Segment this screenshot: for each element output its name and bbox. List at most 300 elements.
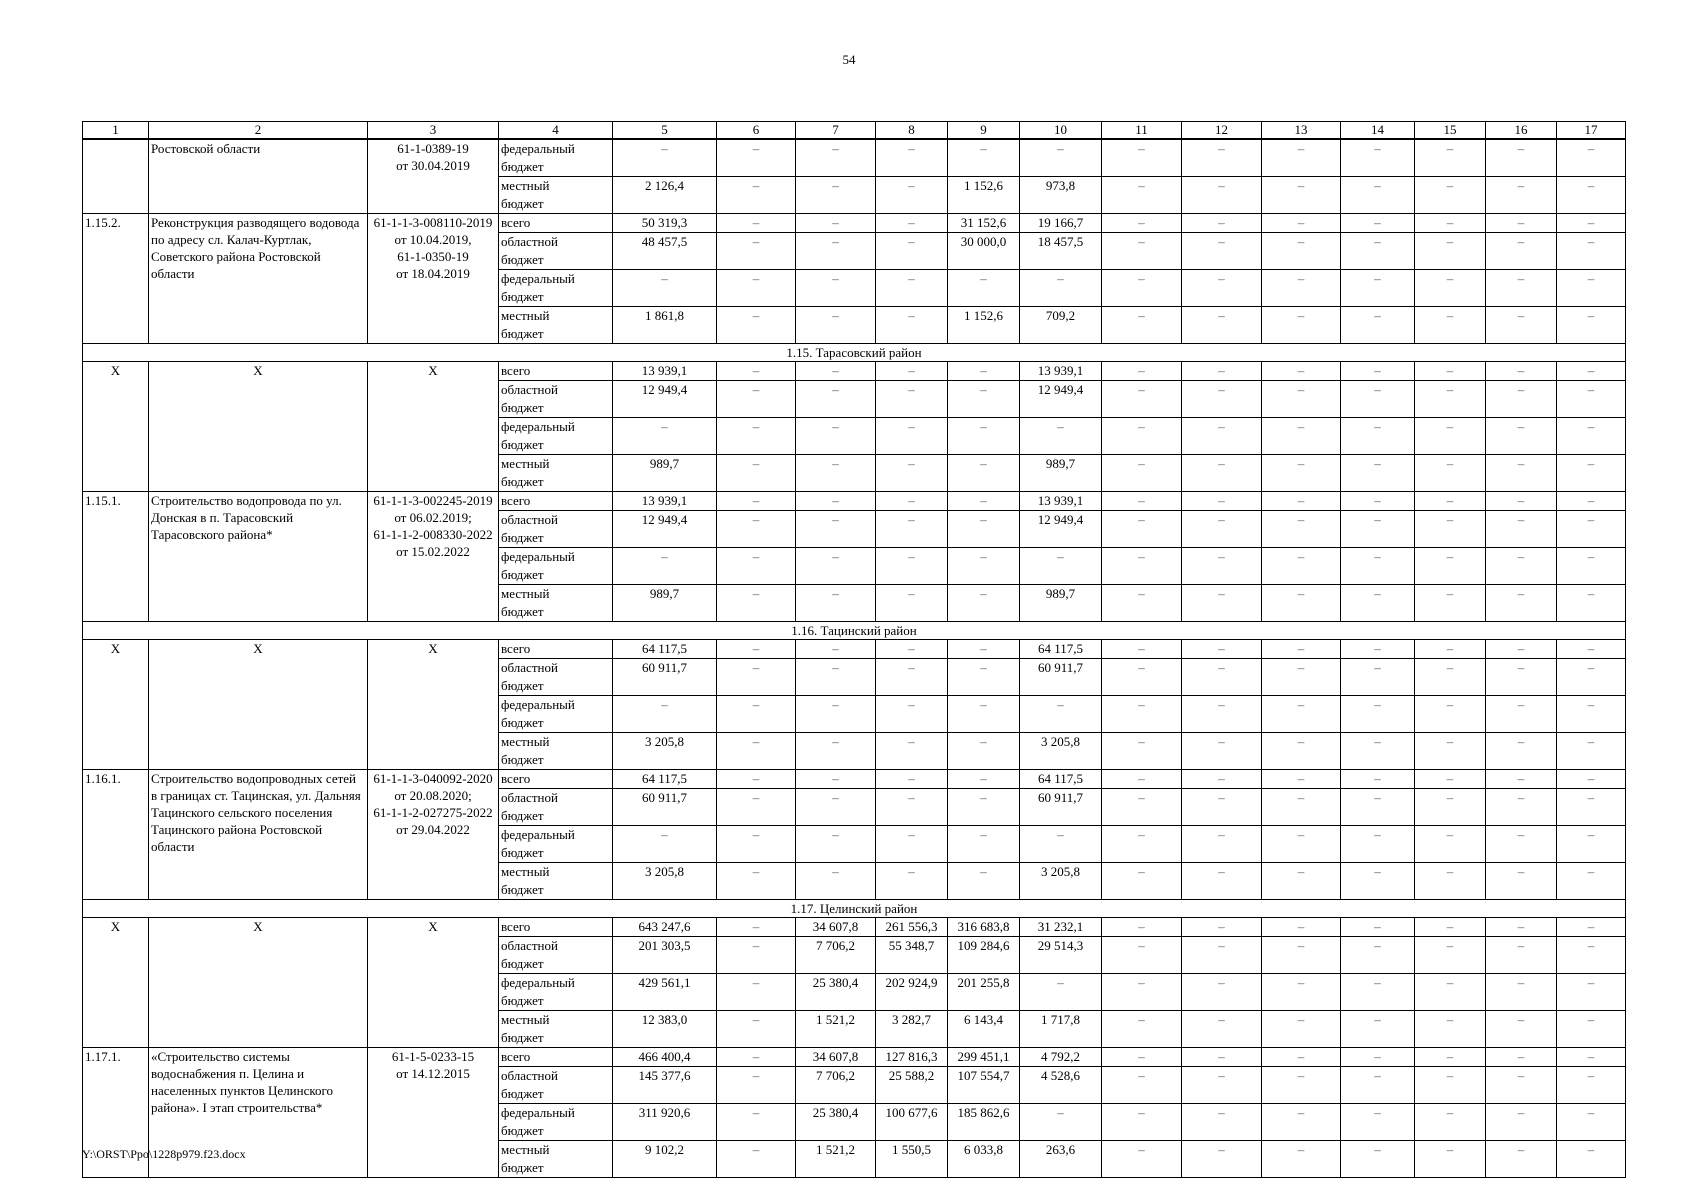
value-cell: 3 205,8 (613, 863, 717, 900)
value-cell: – (876, 362, 948, 381)
value-cell: – (1262, 214, 1341, 233)
value-cell: – (876, 548, 948, 585)
value-cell: – (1262, 1141, 1341, 1178)
value-cell: – (1486, 789, 1557, 826)
column-number: 14 (1341, 122, 1415, 140)
value-cell: – (1262, 640, 1341, 659)
value-cell: – (876, 233, 948, 270)
item-name: Реконструкция разводящего водовода по адресу сл. Калач-Куртлак, Советского района Ростовской области (149, 214, 368, 344)
value-cell: – (796, 139, 876, 177)
value-cell: – (1486, 863, 1557, 900)
value-cell: – (1020, 139, 1102, 177)
value-cell: – (1182, 640, 1262, 659)
value-cell: – (1102, 918, 1182, 937)
value-cell: – (613, 696, 717, 733)
column-number-row (83, 122, 1626, 140)
value-cell: – (1557, 1104, 1626, 1141)
value-cell: – (1020, 1104, 1102, 1141)
value-cell: 12 949,4 (1020, 511, 1102, 548)
column-number: 8 (876, 122, 948, 140)
project-document: 61-1-1-3-008110-2019 от 10.04.2019, 61-1-0350-19 от 18.04.2019 (368, 214, 499, 344)
value-cell: 201 255,8 (948, 974, 1020, 1011)
value-cell: – (796, 659, 876, 696)
value-cell: – (1557, 511, 1626, 548)
funding-source: федеральный бюджет (499, 696, 613, 733)
item-name: «Строительство системы водоснабжения п. Целина и населенных пунктов Целинского района». I этап строительства* (149, 1048, 368, 1178)
value-cell: – (1415, 770, 1486, 789)
value-cell: – (796, 177, 876, 214)
value-cell: – (1262, 381, 1341, 418)
value-cell: – (876, 418, 948, 455)
value-cell: 201 303,5 (613, 937, 717, 974)
value-cell: – (876, 307, 948, 344)
item-number: X (83, 362, 149, 492)
value-cell: – (1415, 863, 1486, 900)
value-cell: – (948, 492, 1020, 511)
value-cell: 18 457,5 (1020, 233, 1102, 270)
value-cell: – (717, 492, 796, 511)
value-cell: – (717, 733, 796, 770)
value-cell: 3 282,7 (876, 1011, 948, 1048)
value-cell: – (717, 974, 796, 1011)
value-cell: – (1415, 214, 1486, 233)
value-cell: – (1182, 974, 1262, 1011)
value-cell: – (876, 733, 948, 770)
funding-source: федеральный бюджет (499, 139, 613, 177)
value-cell: – (948, 789, 1020, 826)
table-row (83, 770, 1626, 789)
value-cell: 60 911,7 (613, 789, 717, 826)
value-cell: – (1415, 789, 1486, 826)
value-cell: – (1262, 863, 1341, 900)
value-cell: – (1486, 937, 1557, 974)
value-cell: – (1486, 270, 1557, 307)
funding-source: всего (499, 918, 613, 937)
value-cell: – (1262, 733, 1341, 770)
funding-source: местный бюджет (499, 1141, 613, 1178)
value-cell: 12 383,0 (613, 1011, 717, 1048)
value-cell: – (796, 492, 876, 511)
value-cell: 7 706,2 (796, 937, 876, 974)
funding-source: областной бюджет (499, 659, 613, 696)
value-cell: – (1182, 177, 1262, 214)
value-cell: 13 939,1 (613, 362, 717, 381)
value-cell: – (876, 863, 948, 900)
value-cell: 31 152,6 (948, 214, 1020, 233)
value-cell: – (1486, 696, 1557, 733)
value-cell: – (1262, 139, 1341, 177)
value-cell: – (1341, 1141, 1415, 1178)
value-cell: – (796, 307, 876, 344)
table-row (83, 362, 1626, 381)
value-cell: – (1415, 270, 1486, 307)
value-cell: – (717, 307, 796, 344)
value-cell: – (796, 362, 876, 381)
value-cell: – (1557, 548, 1626, 585)
table-row (83, 214, 1626, 233)
item-number: 1.16.1. (83, 770, 149, 900)
value-cell: – (1557, 233, 1626, 270)
value-cell: – (1557, 362, 1626, 381)
value-cell: – (717, 270, 796, 307)
value-cell: 1 152,6 (948, 307, 1020, 344)
column-number: 13 (1262, 122, 1341, 140)
value-cell: – (1262, 307, 1341, 344)
value-cell: – (796, 863, 876, 900)
value-cell: – (796, 214, 876, 233)
value-cell: – (717, 1141, 796, 1178)
value-cell: – (717, 139, 796, 177)
value-cell: – (1182, 585, 1262, 622)
value-cell: 29 514,3 (1020, 937, 1102, 974)
value-cell: – (1102, 455, 1182, 492)
value-cell: 12 949,4 (1020, 381, 1102, 418)
value-cell: – (1102, 492, 1182, 511)
section-title: 1.17. Целинский район (83, 900, 1626, 918)
column-number: 10 (1020, 122, 1102, 140)
value-cell: – (1557, 826, 1626, 863)
value-cell: 989,7 (613, 585, 717, 622)
value-cell: – (1415, 696, 1486, 733)
value-cell: – (1102, 863, 1182, 900)
value-cell: – (876, 455, 948, 492)
value-cell: – (1341, 1104, 1415, 1141)
value-cell: – (876, 696, 948, 733)
value-cell: – (1102, 511, 1182, 548)
value-cell: – (876, 139, 948, 177)
value-cell: – (876, 381, 948, 418)
column-number: 17 (1557, 122, 1626, 140)
value-cell: – (1182, 139, 1262, 177)
project-document: 61-1-1-3-040092-2020 от 20.08.2020; 61-1-1-2-027275-2022 от 29.04.2022 (368, 770, 499, 900)
value-cell: – (1262, 1011, 1341, 1048)
value-cell: – (1341, 659, 1415, 696)
value-cell: 2 126,4 (613, 177, 717, 214)
value-cell: – (1102, 733, 1182, 770)
value-cell: – (1102, 548, 1182, 585)
value-cell: – (1182, 418, 1262, 455)
value-cell: 34 607,8 (796, 1048, 876, 1067)
value-cell: – (1557, 640, 1626, 659)
value-cell: – (1415, 826, 1486, 863)
value-cell: – (1182, 733, 1262, 770)
value-cell: – (1262, 177, 1341, 214)
value-cell: – (1557, 418, 1626, 455)
value-cell: – (1415, 177, 1486, 214)
value-cell: – (1341, 826, 1415, 863)
value-cell: 13 939,1 (1020, 492, 1102, 511)
value-cell: – (876, 214, 948, 233)
value-cell: – (1182, 1048, 1262, 1067)
value-cell: – (1415, 1141, 1486, 1178)
value-cell: – (796, 585, 876, 622)
value-cell: – (1486, 733, 1557, 770)
funding-source: местный бюджет (499, 307, 613, 344)
value-cell: – (1557, 1048, 1626, 1067)
value-cell: 989,7 (1020, 455, 1102, 492)
funding-source: местный бюджет (499, 177, 613, 214)
value-cell: – (1486, 492, 1557, 511)
project-document: X (368, 362, 499, 492)
value-cell: – (1102, 1011, 1182, 1048)
value-cell: – (1557, 1141, 1626, 1178)
value-cell: – (1557, 659, 1626, 696)
funding-source: федеральный бюджет (499, 270, 613, 307)
value-cell: 4 528,6 (1020, 1067, 1102, 1104)
item-number: X (83, 640, 149, 770)
value-cell: – (1102, 418, 1182, 455)
value-cell: – (1415, 233, 1486, 270)
item-name: X (149, 918, 368, 1048)
value-cell: – (948, 362, 1020, 381)
item-name: Строительство водопроводных сетей в границах ст. Тацинская, ул. Дальняя Тацинского сельского поселения Тацинского района Ростовской области (149, 770, 368, 900)
value-cell: – (717, 511, 796, 548)
value-cell: 973,8 (1020, 177, 1102, 214)
value-cell: – (876, 270, 948, 307)
value-cell: – (1341, 362, 1415, 381)
value-cell: – (796, 233, 876, 270)
value-cell: – (1341, 585, 1415, 622)
value-cell: – (1341, 548, 1415, 585)
value-cell: 3 205,8 (613, 733, 717, 770)
value-cell: 299 451,1 (948, 1048, 1020, 1067)
value-cell: – (796, 789, 876, 826)
value-cell: 1 521,2 (796, 1011, 876, 1048)
value-cell: – (1486, 770, 1557, 789)
value-cell: – (876, 659, 948, 696)
value-cell: – (876, 177, 948, 214)
value-cell: – (1415, 455, 1486, 492)
value-cell: 7 706,2 (796, 1067, 876, 1104)
value-cell: – (717, 1104, 796, 1141)
value-cell: – (1486, 139, 1557, 177)
value-cell: 13 939,1 (613, 492, 717, 511)
value-cell: – (1182, 214, 1262, 233)
value-cell: – (1102, 233, 1182, 270)
budget-table (82, 121, 1626, 1178)
value-cell: – (717, 863, 796, 900)
value-cell: – (1262, 937, 1341, 974)
value-cell: – (1557, 307, 1626, 344)
project-document: X (368, 640, 499, 770)
item-name: Строительство водопровода по ул. Донская в п. Тарасовский Тарасовского района* (149, 492, 368, 622)
value-cell: – (948, 418, 1020, 455)
value-cell: – (1262, 511, 1341, 548)
value-cell: – (1557, 789, 1626, 826)
value-cell: – (1262, 418, 1341, 455)
value-cell: – (1182, 362, 1262, 381)
value-cell: – (1341, 214, 1415, 233)
value-cell: – (1557, 733, 1626, 770)
value-cell: – (1262, 974, 1341, 1011)
value-cell: – (796, 770, 876, 789)
value-cell: 989,7 (1020, 585, 1102, 622)
value-cell: – (1182, 937, 1262, 974)
value-cell: 202 924,9 (876, 974, 948, 1011)
value-cell: – (796, 418, 876, 455)
value-cell: – (1486, 177, 1557, 214)
value-cell: – (1486, 918, 1557, 937)
value-cell: – (717, 937, 796, 974)
value-cell: – (1262, 492, 1341, 511)
value-cell: – (1262, 1067, 1341, 1104)
value-cell: – (1182, 789, 1262, 826)
value-cell: – (1262, 826, 1341, 863)
value-cell: – (717, 1067, 796, 1104)
item-number: X (83, 918, 149, 1048)
value-cell: – (1182, 1104, 1262, 1141)
column-number: 7 (796, 122, 876, 140)
value-cell: – (717, 1048, 796, 1067)
value-cell: – (1182, 1067, 1262, 1104)
value-cell: – (1486, 1104, 1557, 1141)
value-cell: – (1341, 974, 1415, 1011)
value-cell: – (948, 770, 1020, 789)
value-cell: – (613, 418, 717, 455)
value-cell: – (796, 548, 876, 585)
value-cell: – (1557, 177, 1626, 214)
value-cell: 109 284,6 (948, 937, 1020, 974)
item-name: X (149, 362, 368, 492)
value-cell: – (613, 139, 717, 177)
value-cell: 261 556,3 (876, 918, 948, 937)
value-cell: 60 911,7 (613, 659, 717, 696)
value-cell: 64 117,5 (613, 640, 717, 659)
column-number: 3 (368, 122, 499, 140)
value-cell: – (796, 381, 876, 418)
value-cell: – (1415, 362, 1486, 381)
value-cell: 19 166,7 (1020, 214, 1102, 233)
value-cell: – (1020, 548, 1102, 585)
value-cell: 145 377,6 (613, 1067, 717, 1104)
value-cell: 48 457,5 (613, 233, 717, 270)
value-cell: – (1102, 270, 1182, 307)
value-cell: 1 550,5 (876, 1141, 948, 1178)
value-cell: – (613, 270, 717, 307)
value-cell: – (948, 139, 1020, 177)
table-row (83, 139, 1626, 177)
value-cell: – (1102, 177, 1182, 214)
value-cell: – (1557, 455, 1626, 492)
funding-source: федеральный бюджет (499, 548, 613, 585)
item-name: Ростовской области (149, 139, 368, 214)
value-cell: – (717, 585, 796, 622)
value-cell: – (717, 233, 796, 270)
column-number: 11 (1102, 122, 1182, 140)
column-number: 1 (83, 122, 149, 140)
value-cell: – (1102, 1048, 1182, 1067)
value-cell: – (948, 381, 1020, 418)
value-cell: – (1486, 1067, 1557, 1104)
value-cell: – (1415, 659, 1486, 696)
value-cell: – (948, 640, 1020, 659)
value-cell: 64 117,5 (613, 770, 717, 789)
value-cell: 60 911,7 (1020, 789, 1102, 826)
funding-source: всего (499, 1048, 613, 1067)
value-cell: 3 205,8 (1020, 733, 1102, 770)
section-row (83, 344, 1626, 362)
value-cell: – (1341, 381, 1415, 418)
table-row (83, 640, 1626, 659)
value-cell: 50 319,3 (613, 214, 717, 233)
value-cell: – (1486, 362, 1557, 381)
value-cell: – (1557, 1067, 1626, 1104)
item-number (83, 139, 149, 214)
value-cell: – (1020, 696, 1102, 733)
funding-source: федеральный бюджет (499, 418, 613, 455)
column-number: 4 (499, 122, 613, 140)
value-cell: – (717, 659, 796, 696)
funding-source: всего (499, 362, 613, 381)
value-cell: – (717, 362, 796, 381)
value-cell: – (1415, 418, 1486, 455)
value-cell: 30 000,0 (948, 233, 1020, 270)
value-cell: 989,7 (613, 455, 717, 492)
value-cell: 4 792,2 (1020, 1048, 1102, 1067)
value-cell: – (796, 455, 876, 492)
value-cell: – (1182, 659, 1262, 696)
value-cell: – (1262, 1048, 1341, 1067)
value-cell: – (948, 548, 1020, 585)
value-cell: – (1341, 139, 1415, 177)
value-cell: 185 862,6 (948, 1104, 1020, 1141)
funding-source: всего (499, 640, 613, 659)
funding-source: областной бюджет (499, 381, 613, 418)
value-cell: – (1102, 974, 1182, 1011)
value-cell: – (1341, 270, 1415, 307)
value-cell: 64 117,5 (1020, 640, 1102, 659)
value-cell: – (1415, 918, 1486, 937)
value-cell: – (1020, 418, 1102, 455)
value-cell: 6 143,4 (948, 1011, 1020, 1048)
value-cell: – (1102, 770, 1182, 789)
value-cell: – (1486, 585, 1557, 622)
value-cell: – (1415, 139, 1486, 177)
section-row (83, 900, 1626, 918)
value-cell: 12 949,4 (613, 511, 717, 548)
page-number: 54 (842, 52, 856, 67)
value-cell: 13 939,1 (1020, 362, 1102, 381)
value-cell: – (796, 696, 876, 733)
column-number: 6 (717, 122, 796, 140)
value-cell: – (1341, 418, 1415, 455)
project-document: 61-1-5-0233-15 от 14.12.2015 (368, 1048, 499, 1178)
value-cell: – (1341, 863, 1415, 900)
value-cell: – (1341, 696, 1415, 733)
value-cell: – (1415, 1067, 1486, 1104)
value-cell: – (1341, 770, 1415, 789)
value-cell: – (876, 789, 948, 826)
column-number: 16 (1486, 122, 1557, 140)
value-cell: 9 102,2 (613, 1141, 717, 1178)
value-cell: – (1486, 381, 1557, 418)
value-cell: – (613, 826, 717, 863)
value-cell: 100 677,6 (876, 1104, 948, 1141)
value-cell: – (1415, 1104, 1486, 1141)
value-cell: – (1557, 270, 1626, 307)
value-cell: – (1341, 177, 1415, 214)
value-cell: – (1486, 1011, 1557, 1048)
item-name: X (149, 640, 368, 770)
funding-source: местный бюджет (499, 455, 613, 492)
section-title: 1.15. Тарасовский район (83, 344, 1626, 362)
value-cell: – (1182, 826, 1262, 863)
value-cell: – (717, 640, 796, 659)
value-cell: – (1102, 826, 1182, 863)
value-cell: – (1182, 696, 1262, 733)
value-cell: – (717, 918, 796, 937)
value-cell: 263,6 (1020, 1141, 1102, 1178)
